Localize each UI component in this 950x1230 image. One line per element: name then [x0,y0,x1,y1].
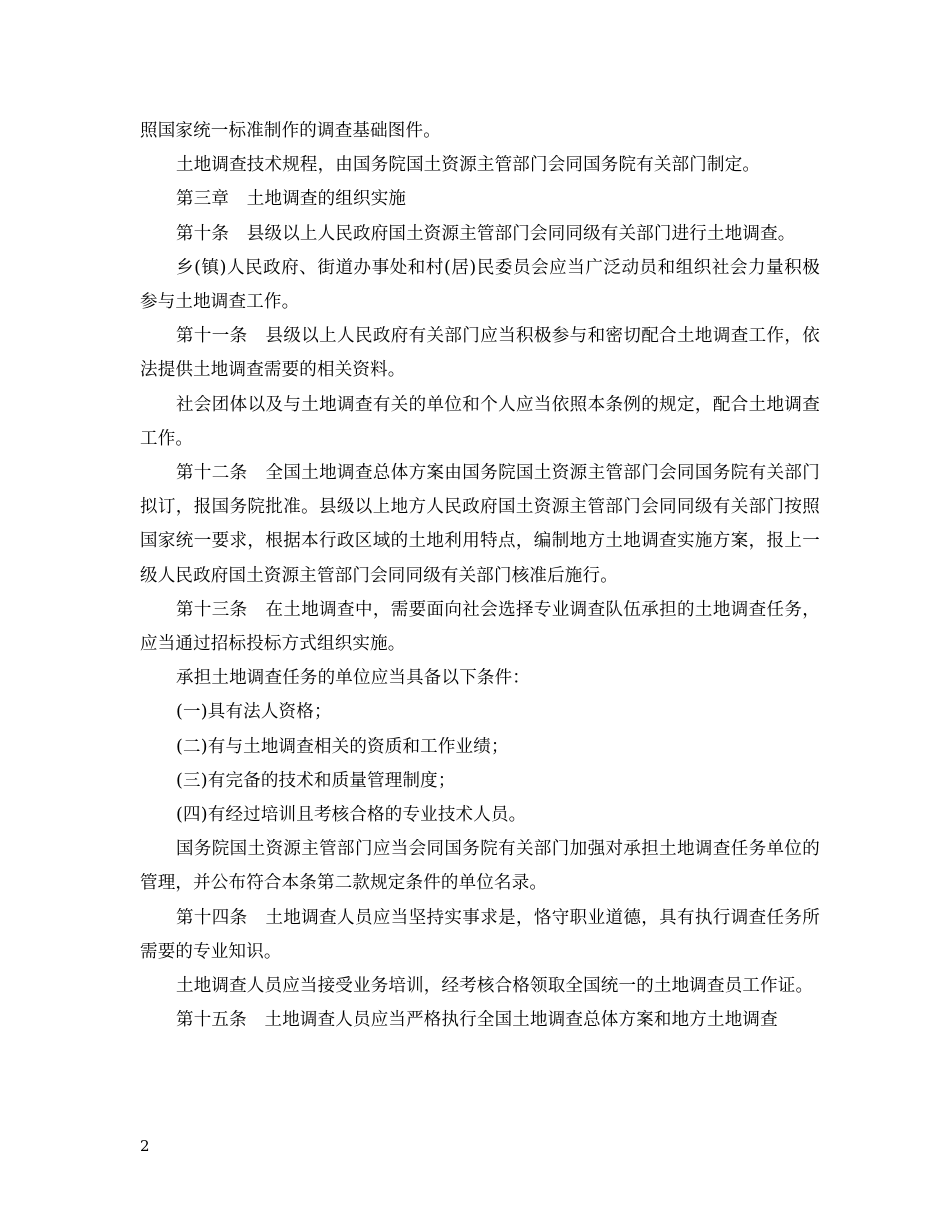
document-body [140,114,820,1037]
article-10: 第十条 县级以上人民政府国土资源主管部门会同同级有关部门进行土地调查。 [176,223,796,244]
list-item-3: (三)有完备的技术和质量管理制度； [176,770,456,791]
list-item-4: (四)有经过培训且考核合格的专业技术人员。 [176,805,527,826]
article-11: 第十一条 县级以上人民政府有关部门应当积极参与和密切配合土地调查工作，依法提供土地调查需要的相关资料。 [140,326,820,381]
paragraph-7: 社会团体以及与土地调查有关的单位和个人应当依照本条例的规定，配合土地调查工作。 [140,394,820,449]
article-14: 第十四条 土地调查人员应当坚持实事求是，恪守职业道德，具有执行调查任务所需要的专业知识。 [140,907,820,962]
paragraph-15: 国务院国土资源主管部门应当会同国务院有关部门加强对承担土地调查任务单位的管理，并公布符合本条第二款规定条件的单位名录。 [140,839,820,894]
list-item-2: (二)有与土地调查相关的资质和工作业绩； [176,736,509,757]
page-number: 2 [140,1137,150,1155]
chapter-heading: 第三章 土地调查的组织实施 [176,189,407,210]
list-item-1: (一)具有法人资格； [176,702,332,723]
paragraph-17: 土地调查人员应当接受业务培训，经考核合格领取全国统一的土地调查员工作证。 [176,976,814,997]
article-13: 第十三条 在土地调查中，需要面向社会选择专业调查队伍承担的土地调查任务，应当通过招标投标方式组织实施。 [140,599,820,655]
paragraph-5: 乡(镇)人民政府、街道办事处和村(居)民委员会应当广泛动员和组织社会力量积极参与土地调查工作。 [140,257,820,313]
article-15: 第十五条 土地调查人员应当严格执行全国土地调查总体方案和地方土地调查 [176,1010,778,1031]
paragraph-1: 照国家统一标准制作的调查基础图件。 [140,121,441,141]
article-12: 第十二条 全国土地调查总体方案由国务院国土资源主管部门会同国务院有关部门拟订，报国务院批准。县级以上地方人民政府国土资源主管部门会同同级有关部门按照国家统一要求，根据本行政区域的土地利用特点，编制地方土地调查实施方案，报上一级人民政府国土资源主管部门会同同级有关部门核准后施行。 [140,463,820,586]
paragraph-10: 承担土地调查任务的单位应当具备以下条件： [176,668,530,689]
paragraph-2: 土地调查技术规程，由国务院国土资源主管部门会同国务院有关部门制定。 [176,155,761,176]
